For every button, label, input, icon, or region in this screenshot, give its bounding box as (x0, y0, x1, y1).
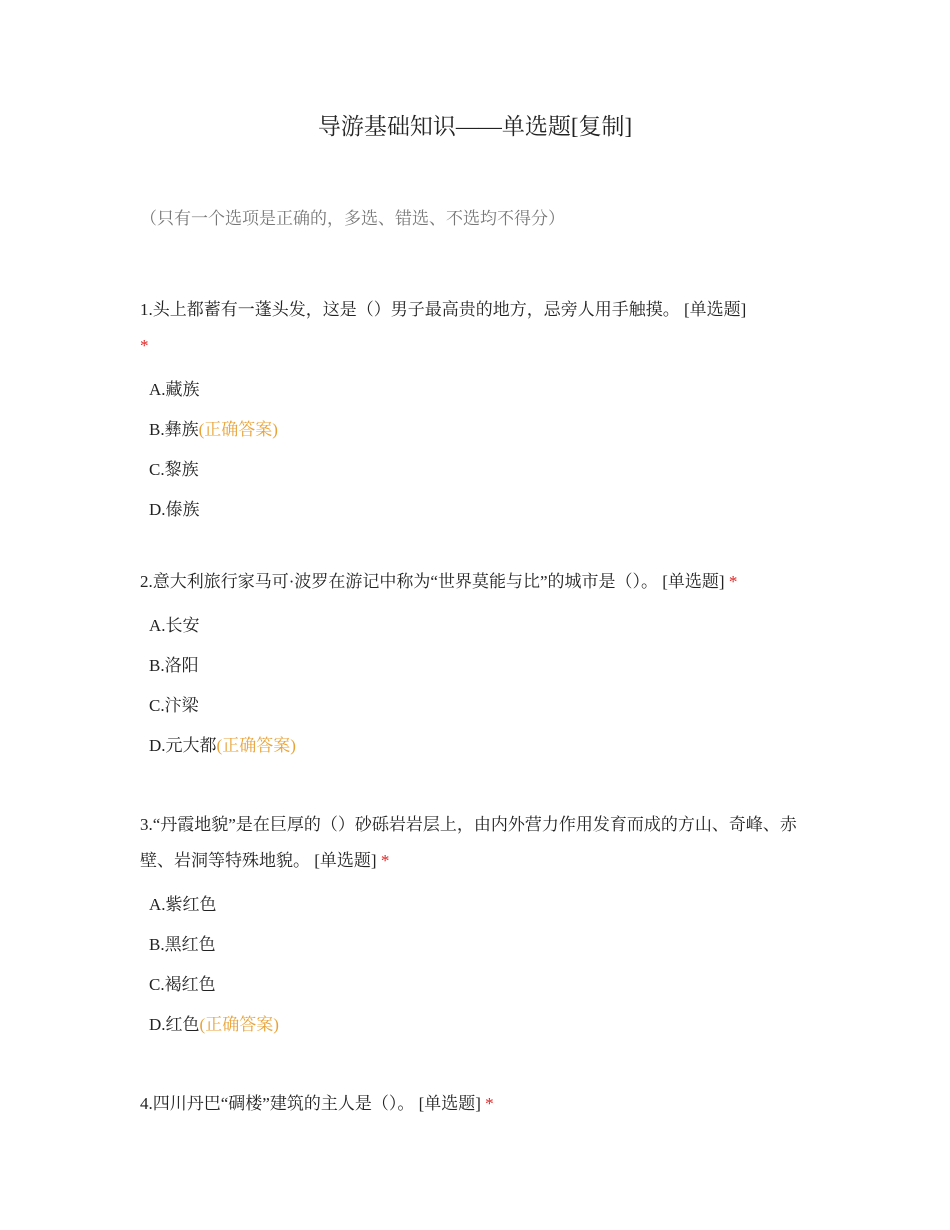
option-d[interactable] (149, 1005, 810, 1045)
question-4 (140, 1086, 810, 1122)
question-text: 2.意大利旅行家马可·波罗在游记中称为“世界莫能与比”的城市是（）。 (140, 572, 659, 591)
required-mark: * (728, 572, 738, 591)
option-c[interactable] (149, 965, 810, 1005)
question-type-tag: [单选题] (314, 851, 377, 870)
option-label: B.黑红色 (149, 935, 216, 954)
option-list (140, 606, 810, 766)
question-stem (140, 1086, 810, 1122)
option-a[interactable] (149, 370, 810, 410)
option-b[interactable] (149, 646, 810, 686)
question-type-tag: [单选题] (418, 1094, 481, 1113)
option-label: D.元大都 (149, 736, 217, 755)
question-stem (140, 292, 810, 364)
option-a[interactable] (149, 606, 810, 646)
question-text: 4.四川丹巴“碉楼”建筑的主人是（）。 (140, 1094, 415, 1113)
option-list (140, 370, 810, 530)
required-mark: * (485, 1094, 494, 1113)
question-3 (140, 807, 810, 1045)
option-list (140, 885, 810, 1045)
page-title: 导游基础知识——单选题[复制] (317, 114, 633, 139)
option-d[interactable] (149, 490, 810, 530)
option-label: B.彝族 (149, 420, 199, 439)
option-b[interactable] (149, 925, 810, 965)
option-label: D.傣族 (149, 500, 200, 519)
question-text: 1.头上都蓄有一蓬头发，这是（）男子最高贵的地方，忌旁人用手触摸。 (140, 300, 680, 319)
question-2 (140, 564, 810, 766)
option-label: D.红色 (149, 1015, 200, 1034)
option-c[interactable] (149, 686, 810, 726)
option-label: B.洛阳 (149, 656, 199, 675)
option-d[interactable] (149, 726, 810, 766)
question-1 (140, 292, 810, 530)
question-type-tag: [单选题] (684, 300, 747, 319)
required-mark: * (380, 851, 390, 870)
instructions: （只有一个选项是正确的，多选、错选、不选均不得分） (140, 209, 565, 228)
question-type-tag: [单选题] (662, 572, 725, 591)
option-a[interactable] (149, 885, 810, 925)
option-label: A.紫红色 (149, 895, 217, 914)
correct-answer-label: (正确答案) (199, 1015, 279, 1034)
question-text: 3.“丹霞地貌”是在巨厚的（）砂砾岩岩层上，由内外营力作用发育而成的方山、奇峰、赤壁、岩洞等特殊地貌。 (140, 815, 797, 870)
option-label: C.黎族 (149, 460, 199, 479)
question-stem (140, 564, 810, 600)
correct-answer-label: (正确答案) (216, 736, 296, 755)
correct-answer-label: (正确答案) (198, 420, 278, 439)
option-label: C.汴梁 (149, 696, 199, 715)
option-c[interactable] (149, 450, 810, 490)
option-b[interactable] (149, 410, 810, 450)
question-stem (140, 807, 810, 879)
option-label: A.长安 (149, 616, 200, 635)
option-label: A.藏族 (149, 380, 200, 399)
required-mark: * (140, 336, 149, 355)
option-label: C.褐红色 (149, 975, 216, 994)
